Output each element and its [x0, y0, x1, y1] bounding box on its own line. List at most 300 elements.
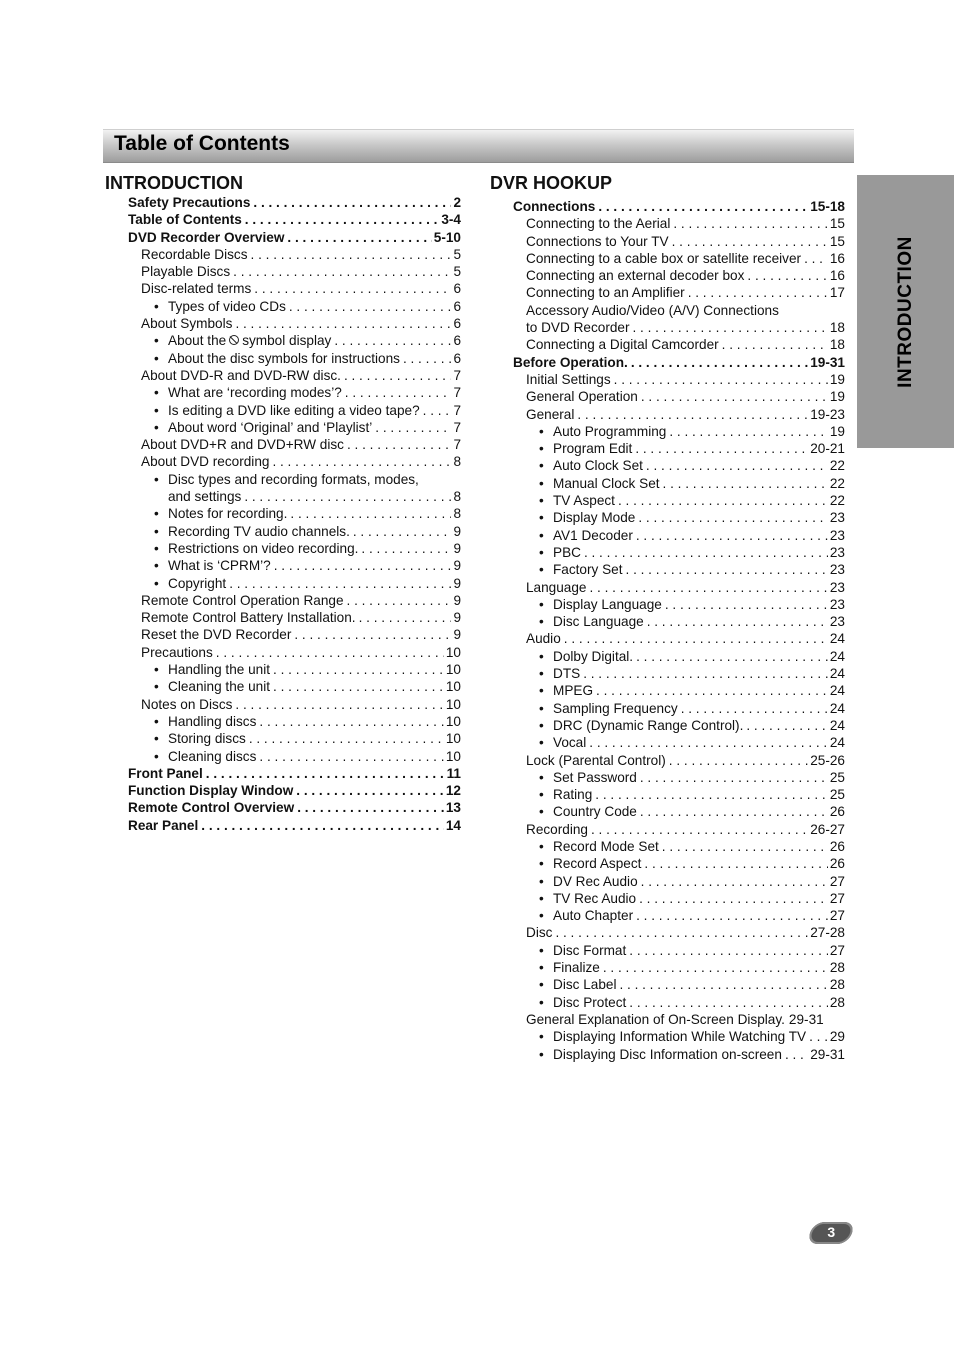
toc-entry-label	[154, 730, 246, 747]
toc-entry-text: Precautions	[141, 644, 213, 660]
leader-dots	[614, 371, 828, 388]
toc-entry-label	[539, 440, 632, 457]
toc-entry-label	[539, 1046, 782, 1063]
bullet-icon: •	[539, 1046, 544, 1062]
toc-entry-text: Lock (Parental Control)	[526, 752, 666, 768]
toc-entry-text: About DVD+R and DVD+RW disc	[141, 437, 344, 453]
toc-entry	[490, 717, 845, 734]
toc-entry	[105, 644, 461, 661]
toc-entry-text: General Explanation of On-Screen Display.	[526, 1011, 785, 1027]
toc-entry	[490, 1028, 845, 1045]
leader-dots	[636, 527, 828, 544]
toc-entry-label	[539, 769, 637, 786]
toc-entry	[490, 267, 845, 284]
toc-entry	[105, 730, 461, 747]
toc-entry	[490, 613, 845, 630]
toc-entry-label	[526, 302, 779, 319]
toc-entry-page: 15	[829, 216, 845, 232]
toc-entry-text: Types of video CDs	[168, 298, 286, 314]
toc-entry-page: 6	[453, 316, 461, 332]
bullet-icon: •	[539, 942, 544, 958]
toc-entry-text: Manual Clock Set	[553, 475, 660, 491]
toc-entry-page: 9	[453, 610, 461, 626]
page-title: Table of Contents	[114, 132, 290, 155]
leader-dots	[598, 198, 808, 215]
toc-entry-text: Connections to Your TV	[526, 233, 669, 249]
toc-entry-page: 23	[829, 562, 845, 578]
toc-entry-text: Record Mode Set	[553, 838, 659, 854]
toc-entry-label	[526, 406, 574, 423]
bullet-icon: •	[154, 558, 159, 574]
toc-entry	[105, 384, 461, 401]
bullet-icon: •	[154, 350, 159, 366]
toc-entry-page: 15-18	[810, 199, 845, 214]
leader-dots	[596, 682, 828, 699]
toc-entry-text: Rear Panel	[128, 817, 199, 833]
toc-entry-page: 16	[829, 268, 845, 284]
toc-entry-label	[526, 215, 670, 232]
leader-dots	[251, 246, 452, 263]
toc-entry-label	[539, 803, 637, 820]
toc-entry-page: 10	[445, 696, 461, 712]
toc-entry-text: About the	[168, 333, 227, 349]
leader-dots	[647, 613, 828, 630]
toc-entry-text: Disc Protect	[553, 994, 627, 1010]
toc-entry-text: Remote Control Overview	[128, 800, 295, 816]
bullet-icon: •	[539, 994, 544, 1010]
toc-entry-label	[526, 319, 630, 336]
leader-dots	[619, 976, 827, 993]
toc-entry	[490, 215, 845, 232]
bullet-icon: •	[154, 679, 159, 695]
toc-entry-text: Display Mode	[553, 510, 636, 526]
toc-entry-label	[141, 592, 344, 609]
bullet-icon: •	[539, 890, 544, 906]
toc-entry-page: 23	[829, 544, 845, 560]
toc-entry	[105, 557, 461, 574]
leader-dots	[639, 890, 828, 907]
toc-entry-page: 20-21	[810, 441, 845, 457]
toc-entry-text: Displaying Information While Watching TV	[553, 1029, 807, 1045]
toc-entry-page: 9	[453, 558, 461, 574]
leader-dots	[347, 592, 452, 609]
leader-dots	[785, 1046, 808, 1063]
toc-entry-page: 29-31	[788, 1011, 824, 1027]
toc-entry-page: 26	[829, 804, 845, 820]
toc-entry	[490, 561, 845, 578]
toc-entry-label	[526, 1011, 785, 1028]
toc-entry	[490, 803, 845, 820]
toc-entry-page: 7	[453, 419, 461, 435]
bullet-icon: •	[154, 385, 159, 401]
bullet-icon: •	[539, 527, 544, 543]
toc-entry-page: 3-4	[441, 212, 461, 228]
toc-entry-text: Auto Chapter	[553, 908, 634, 924]
toc-entry	[105, 436, 461, 453]
bullet-icon: •	[539, 441, 544, 457]
toc-entry-label	[154, 575, 226, 592]
leader-dots	[641, 873, 828, 890]
toc-entry-text: Notes for recording.	[168, 506, 288, 522]
toc-entry	[490, 665, 845, 682]
leader-dots	[564, 630, 828, 647]
toc-entry	[105, 523, 461, 540]
toc-entry	[105, 402, 461, 419]
toc-entry	[105, 263, 461, 280]
toc-entry-page: 7	[453, 402, 461, 418]
toc-entry-label	[128, 817, 198, 834]
toc-entry-label	[154, 540, 358, 557]
leader-dots	[423, 402, 452, 419]
bullet-icon: •	[539, 735, 544, 751]
toc-entry	[105, 505, 461, 522]
leader-dots	[259, 748, 443, 765]
toc-entry-page: 10	[445, 644, 461, 660]
toc-entry	[105, 471, 461, 488]
toc-entry-page: 13	[445, 800, 461, 816]
leader-dots	[233, 263, 451, 280]
toc-entry-text: Display Language	[553, 596, 662, 612]
toc-entry-page: 27-28	[810, 925, 845, 941]
toc-entry-text: Recording TV audio channels.	[168, 523, 350, 539]
toc-entry-text: Disc types and recording formats, modes,	[168, 471, 419, 487]
bullet-icon: •	[539, 856, 544, 872]
bullet-icon: •	[539, 804, 544, 820]
toc-entry-label	[141, 696, 232, 713]
toc-entry-page: 6	[453, 350, 461, 366]
toc-entry-text: Vocal	[553, 735, 587, 751]
toc-entry-label	[128, 211, 242, 228]
bullet-icon: •	[539, 666, 544, 682]
toc-entry-page: 26-27	[810, 821, 845, 837]
toc-entry-page: 5	[453, 264, 461, 280]
bullet-icon: •	[154, 419, 159, 435]
leader-dots	[273, 661, 444, 678]
toc-entry	[490, 994, 845, 1011]
toc-entry	[490, 371, 845, 388]
toc-entry-text: DVD Recorder Overview	[128, 229, 285, 245]
toc-entry	[105, 782, 461, 799]
toc-entry-page: 6	[453, 333, 461, 349]
toc-entry-label	[539, 527, 633, 544]
toc-entry-text: About the disc symbols for instructions	[168, 350, 400, 366]
bullet-icon: •	[539, 510, 544, 526]
toc-entry-text: PBC	[553, 544, 581, 560]
toc-entry-text: About word ‘Original’ and ‘Playlist’	[168, 419, 373, 435]
toc-entry-label	[539, 648, 633, 665]
introduction-toc-list	[105, 194, 461, 834]
leader-dots	[618, 492, 828, 509]
toc-entry-label	[539, 976, 616, 993]
leader-dots	[345, 384, 452, 401]
leader-dots	[272, 453, 451, 470]
bullet-icon: •	[539, 700, 544, 716]
toc-entry-label	[526, 579, 586, 596]
leader-dots	[249, 730, 444, 747]
toc-entry-label	[513, 354, 628, 371]
bullet-icon: •	[154, 471, 159, 487]
toc-entry-label	[154, 678, 270, 695]
toc-entry-text: Record Aspect	[553, 856, 642, 872]
toc-entry-label	[539, 700, 678, 717]
toc-entry-text: Cleaning discs	[168, 748, 257, 764]
bullet-icon: •	[539, 838, 544, 854]
leader-dots	[626, 561, 828, 578]
toc-entry-label	[141, 453, 269, 470]
toc-entry-page: 10	[445, 748, 461, 764]
bullet-icon: •	[539, 769, 544, 785]
toc-entry-page: 26	[829, 838, 845, 854]
toc-entry	[105, 280, 461, 297]
toc-entry-page: 23	[829, 596, 845, 612]
bullet-icon: •	[154, 523, 159, 539]
leader-dots	[245, 211, 440, 228]
toc-entry-text: MPEG	[553, 683, 594, 699]
toc-entry-label	[154, 332, 331, 349]
leader-dots	[589, 734, 828, 751]
toc-entry	[105, 626, 461, 643]
toc-entry-page: 10	[445, 731, 461, 747]
toc-entry-text: TV Aspect	[553, 493, 615, 509]
side-tab-label: INTRODUCTION	[894, 235, 916, 388]
bullet-icon: •	[539, 458, 544, 474]
toc-entry-page: 15	[829, 233, 845, 249]
toc-entry	[490, 1046, 845, 1063]
toc-entry-label	[539, 665, 580, 682]
leader-dots	[375, 419, 451, 436]
toc-entry-page: 8	[453, 454, 461, 470]
toc-entry-page: 24	[829, 700, 845, 716]
toc-entry-page: 24	[829, 648, 845, 664]
toc-entry	[490, 630, 845, 647]
toc-entry-page: 23	[829, 614, 845, 630]
toc-entry	[490, 579, 845, 596]
leader-dots	[663, 475, 828, 492]
toc-entry-page: 19	[829, 389, 845, 405]
toc-entry-page: 7	[453, 437, 461, 453]
toc-entry-page: 18	[829, 320, 845, 336]
toc-entry-text: Is editing a DVD like editing a video tape?	[168, 402, 420, 418]
leader-dots	[640, 769, 828, 786]
toc-entry-text: Finalize	[553, 960, 600, 976]
leader-dots	[809, 1028, 828, 1045]
bullet-icon: •	[539, 596, 544, 612]
toc-entry-label	[154, 298, 286, 315]
toc-entry-label	[539, 423, 666, 440]
toc-entry-page: 22	[829, 458, 845, 474]
toc-entry-label	[539, 873, 638, 890]
toc-entry-text: Disc Label	[553, 977, 617, 993]
leader-dots	[344, 367, 452, 384]
toc-entry-page: 9	[453, 592, 461, 608]
toc-entry-page: 22	[829, 493, 845, 509]
toc-entry-label	[539, 890, 636, 907]
toc-entry-text: Sampling Frequency	[553, 700, 678, 716]
toc-entry	[490, 475, 845, 492]
toc-entry-text: Dolby Digital.	[553, 648, 634, 664]
toc-entry-label	[539, 457, 643, 474]
toc-entry	[105, 419, 461, 436]
leader-dots	[747, 267, 827, 284]
leader-dots	[644, 855, 827, 872]
introduction-heading: INTRODUCTION	[105, 173, 243, 193]
toc-entry-page: 23	[829, 579, 845, 595]
toc-entry-text: Country Code	[553, 804, 637, 820]
toc-entry	[105, 817, 461, 834]
toc-entry-text: General Operation	[526, 389, 638, 405]
toc-entry	[490, 873, 845, 890]
leader-dots	[636, 907, 828, 924]
toc-entry-label	[539, 855, 641, 872]
toc-entry-page: 5	[453, 246, 461, 262]
bullet-icon: •	[539, 683, 544, 699]
toc-entry-label	[154, 384, 342, 401]
toc-entry	[105, 765, 461, 782]
toc-entry	[490, 440, 845, 457]
toc-entry-label	[539, 838, 659, 855]
bullet-icon: •	[539, 1029, 544, 1045]
toc-entry	[490, 682, 845, 699]
toc-entry-label	[513, 198, 595, 215]
toc-entry-text: General	[526, 406, 575, 422]
toc-entry-label	[539, 734, 586, 751]
toc-entry-text: Handling discs	[168, 713, 257, 729]
toc-entry-text: DV Rec Audio	[553, 873, 638, 889]
leader-dots	[347, 436, 451, 453]
toc-entry-label	[154, 419, 372, 436]
toc-entry-label	[539, 907, 633, 924]
bullet-icon: •	[539, 787, 544, 803]
toc-entry-label	[154, 471, 419, 488]
toc-entry-text: Reset the DVD Recorder	[141, 627, 292, 643]
toc-entry-page: 8	[453, 489, 461, 505]
leader-dots	[290, 505, 451, 522]
toc-entry-label	[128, 782, 293, 799]
toc-entry-text: Factory Set	[553, 562, 623, 578]
toc-entry	[490, 302, 845, 319]
toc-entry-page: 9	[453, 540, 461, 556]
toc-entry	[105, 350, 461, 367]
leader-dots	[746, 717, 828, 734]
page-number-badge	[806, 1222, 855, 1244]
toc-entry-page: 6	[453, 298, 461, 314]
toc-entry	[105, 453, 461, 470]
toc-entry-text: Handling the unit	[168, 662, 271, 678]
toc-entry-page: 29	[829, 1029, 845, 1045]
toc-entry-page: 23	[829, 527, 845, 543]
toc-entry	[490, 457, 845, 474]
toc-entry	[490, 976, 845, 993]
leader-dots	[603, 959, 828, 976]
toc-entry-label	[526, 388, 638, 405]
leader-dots	[635, 440, 808, 457]
leader-dots	[584, 544, 828, 561]
toc-entry-text: Initial Settings	[526, 371, 611, 387]
toc-entry	[105, 609, 461, 626]
toc-entry-label	[539, 475, 660, 492]
dvr-hookup-heading: DVR HOOKUP	[490, 173, 613, 193]
toc-entry	[490, 284, 845, 301]
toc-entry-label	[539, 682, 593, 699]
leader-dots	[244, 488, 451, 505]
toc-entry-text: Restrictions on video recording.	[168, 540, 359, 556]
toc-entry-text: Connecting to an Amplifier	[526, 285, 685, 301]
toc-entry	[105, 246, 461, 263]
bullet-icon: •	[154, 575, 159, 591]
section-side-tab	[857, 175, 954, 448]
toc-entry-text: Connecting an external decoder box	[526, 268, 745, 284]
toc-entry-label	[539, 786, 592, 803]
toc-entry	[490, 233, 845, 250]
toc-entry-label	[526, 336, 719, 353]
toc-entry-label	[128, 765, 203, 782]
bullet-icon: •	[539, 493, 544, 509]
toc-entry-page: 27	[829, 873, 845, 889]
toc-entry-label	[128, 229, 284, 246]
toc-entry	[490, 838, 845, 855]
toc-entry-text: Storing discs	[168, 731, 246, 747]
bullet-icon: •	[539, 717, 544, 733]
leader-dots	[403, 350, 451, 367]
leader-dots	[669, 752, 808, 769]
leader-dots	[633, 319, 828, 336]
leader-dots	[662, 838, 828, 855]
toc-entry-page: 10	[445, 713, 461, 729]
bullet-icon: •	[539, 873, 544, 889]
toc-entry	[490, 250, 845, 267]
toc-entry-label	[141, 644, 213, 661]
toc-entry-label	[539, 717, 743, 734]
toc-entry-page: 26	[829, 856, 845, 872]
toc-entry-label	[128, 194, 250, 211]
bullet-icon: •	[539, 614, 544, 630]
toc-entry-page: 11	[446, 765, 461, 781]
bullet-icon: •	[154, 298, 159, 314]
toc-entry	[105, 315, 461, 332]
toc-entry	[490, 734, 845, 751]
toc-entry	[490, 319, 845, 336]
toc-entry-page: 25-26	[810, 752, 845, 768]
toc-entry	[490, 648, 845, 665]
toc-entry	[490, 890, 845, 907]
leader-dots	[289, 298, 452, 315]
toc-entry	[105, 298, 461, 315]
bullet-icon: •	[539, 562, 544, 578]
toc-entry-page: 27	[829, 890, 845, 906]
toc-entry	[490, 769, 845, 786]
toc-entry-text: Connecting to a cable box or satellite receiver	[526, 250, 802, 266]
toc-entry-text: Cleaning the unit	[168, 679, 271, 695]
toc-entry	[105, 696, 461, 713]
toc-entry-label	[154, 661, 270, 678]
toc-entry-text: Audio	[526, 631, 561, 647]
toc-entry	[105, 592, 461, 609]
toc-entry	[490, 786, 845, 803]
toc-entry-label	[141, 436, 344, 453]
leader-dots	[631, 354, 808, 371]
toc-entry-page: 18	[829, 337, 845, 353]
toc-entry-page: 2	[453, 195, 461, 210]
toc-entry-page: 27	[829, 908, 845, 924]
toc-entry	[490, 1011, 845, 1028]
leader-dots	[591, 821, 808, 838]
toc-entry-page: 19	[829, 423, 845, 439]
toc-entry	[490, 527, 845, 544]
toc-entry-text: DRC (Dynamic Range Control).	[553, 717, 744, 733]
toc-entry	[490, 354, 845, 371]
toc-entry-page: 28	[829, 977, 845, 993]
leader-dots	[646, 457, 828, 474]
